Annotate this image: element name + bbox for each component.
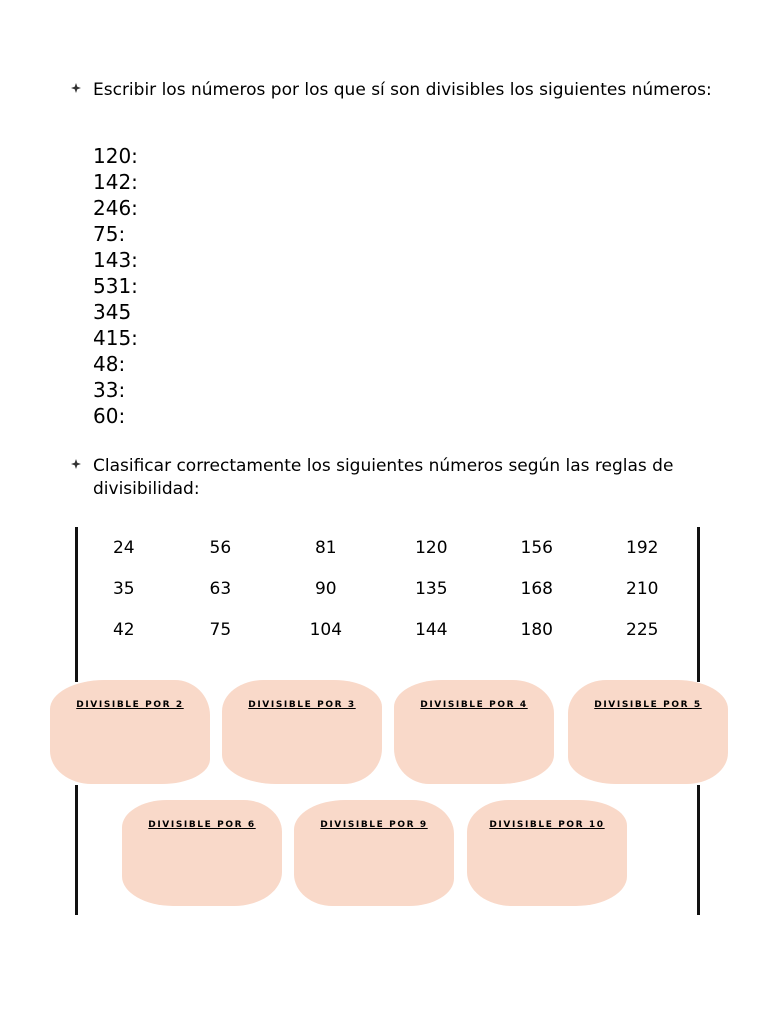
list-item: 415:	[93, 326, 138, 350]
box-label: DIVISIBLE POR 10	[489, 820, 605, 830]
question-2	[70, 455, 730, 501]
box-label: DIVISIBLE POR 2	[76, 700, 184, 710]
list-item: 75:	[93, 222, 126, 246]
list-item: 60:	[93, 404, 126, 428]
divisible-by-9-box[interactable]	[294, 800, 454, 906]
grid-number: 120	[415, 538, 448, 558]
box-label: DIVISIBLE POR 4	[420, 700, 528, 710]
grid-row	[80, 576, 695, 617]
grid-number: 24	[112, 538, 135, 558]
grid-number: 156	[520, 538, 553, 558]
grid-row	[80, 617, 695, 658]
grid-number: 192	[626, 538, 659, 558]
divisible-by-10-box[interactable]	[467, 800, 627, 906]
grid-number: 63	[209, 579, 232, 599]
grid-number: 135	[415, 579, 448, 599]
grid-number: 168	[520, 579, 553, 599]
grid-number: 42	[112, 620, 135, 640]
list-item: 143:	[93, 248, 138, 272]
box-label: DIVISIBLE POR 9	[320, 820, 428, 830]
list-item: 120:	[93, 144, 138, 168]
list-item: 142:	[93, 170, 138, 194]
list-item: 531:	[93, 274, 138, 298]
grid-number: 75	[209, 620, 232, 640]
grid-number: 90	[314, 579, 337, 599]
grid-number: 180	[520, 620, 553, 640]
number-list	[93, 143, 138, 429]
list-item: 48:	[93, 352, 126, 376]
box-label: DIVISIBLE POR 6	[148, 820, 256, 830]
grid-number: 56	[209, 538, 232, 558]
grid-number: 35	[112, 579, 135, 599]
grid-number: 225	[626, 620, 659, 640]
divisible-by-5-box[interactable]	[568, 680, 728, 784]
right-border-line	[697, 527, 700, 682]
grid-number: 144	[415, 620, 448, 640]
grid-number: 81	[314, 538, 337, 558]
diamond-bullet-icon	[70, 82, 82, 94]
box-label: DIVISIBLE POR 3	[248, 700, 356, 710]
question-2-text: Clasificar correctamente los siguientes números según las reglas de divisibilidad:	[93, 456, 674, 499]
list-item: 246:	[93, 196, 138, 220]
grid-number: 210	[626, 579, 659, 599]
number-grid	[80, 535, 695, 658]
grid-number: 104	[309, 620, 343, 640]
grid-row	[80, 535, 695, 576]
list-item: 345	[93, 300, 132, 324]
divisible-by-2-box[interactable]	[50, 680, 210, 784]
question-1-text: Escribir los números por los que sí son divisibles los siguientes números:	[93, 80, 712, 100]
divisible-by-6-box[interactable]	[122, 800, 282, 906]
question-1	[70, 79, 730, 102]
box-label: DIVISIBLE POR 5	[594, 700, 702, 710]
left-border-line	[75, 527, 78, 682]
list-item: 33:	[93, 378, 126, 402]
diamond-bullet-icon	[70, 458, 82, 470]
divisible-by-3-box[interactable]	[222, 680, 382, 784]
left-border-line	[75, 785, 78, 915]
divisible-by-4-box[interactable]	[394, 680, 554, 784]
right-border-line	[697, 785, 700, 915]
